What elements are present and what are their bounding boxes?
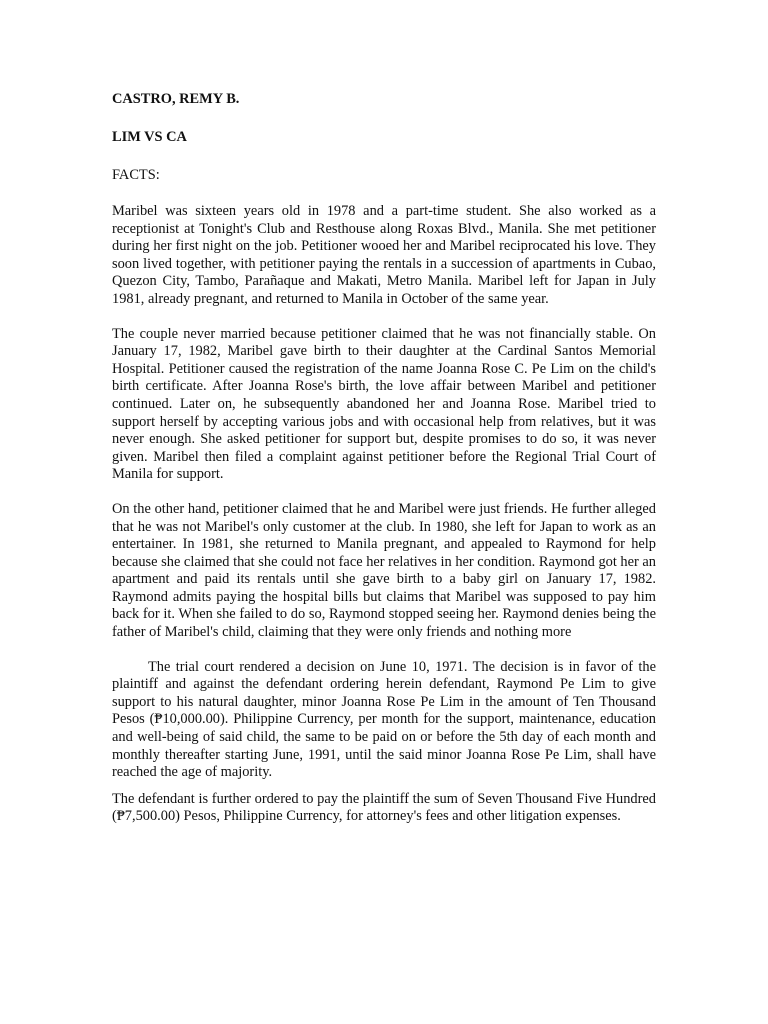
facts-heading: FACTS: [112, 167, 160, 183]
case-title: LIM VS CA [112, 129, 187, 145]
paragraph-birth-and-abandonment: The couple never married because petitioner claimed that he was not financially stable. On January 17, 1982, Maribel gave birth to their daughter at the Cardinal Santos Memorial Hospital. Petitioner caused the registration of the name Joanna Rose C. Pe Lim on the child's birth certificate. After Joanna Rose's birth, the love affair between Maribel and petitioner continued. Later on, he subsequently abandoned her and Joanna Rose. Maribel tried to support herself by accepting various jobs and with occasional help from relatives, but it was never enough. She asked petitioner for support but, despite promises to do so, it was never given. Maribel then filed a complaint against petitioner before the Regional Trial Court of Manila for support. [112, 325, 656, 483]
document-body [112, 89, 656, 826]
paragraph-facts-background: Maribel was sixteen years old in 1978 and a part-time student. She also worked as a receptionist at Tonight's Club and Resthouse along Roxas Blvd., Manila. She met petitioner during her first night on the job. Petitioner wooed her and Maribel reciprocated his love. They soon lived together, with petitioner paying the rentals in a succession of apartments in Cubao, Quezon City, Tambo, Parañaque and Makati, Metro Manila. Maribel left for Japan in July 1981, already pregnant, and returned to Manila in October of the same year. [112, 203, 656, 307]
paragraph-petitioner-claims: On the other hand, petitioner claimed that he and Maribel were just friends. He further alleged that he was not Maribel's only customer at the club. In 1980, she left for Japan to work as an entertainer. In 1981, she returned to Manila pregnant, and appealed to Raymond for help because she claimed that she could not face her relatives in her condition. Raymond got her an apartment and paid its rentals until she gave birth to a baby girl on January 17, 1982. Raymond admits paying the hospital bills but claims that Maribel was supposed to pay him back for it. When she failed to do so, Raymond stopped seeing her. Raymond denies being the father of Maribel's child, claiming that they were only friends and nothing more [112, 500, 656, 641]
paragraph-attorneys-fees: The defendant is further ordered to pay the plaintiff the sum of Seven Thousand Five Hundred (₱7,500.00) Pesos, Philippine Currency, for attorney's fees and other litigation expenses. [112, 790, 656, 825]
paragraph-trial-court-decision: The trial court rendered a decision on June 10, 1971. The decision is in favor of the plaintiff and against the defendant ordering herein defendant, Raymond Pe Lim to give support to his natural daughter, minor Joanna Rose Pe Lim in the amount of Ten Thousand Pesos (₱10,000.00). Philippine Currency, per month for the support, maintenance, education and well-being of said child, the same to be paid on or before the 5th day of each month and monthly thereafter starting June, 1991, until the said minor Joanna Rose Pe Lim, shall have reached the age of majority. [112, 658, 656, 781]
author-name: CASTRO, REMY B. [112, 91, 240, 107]
